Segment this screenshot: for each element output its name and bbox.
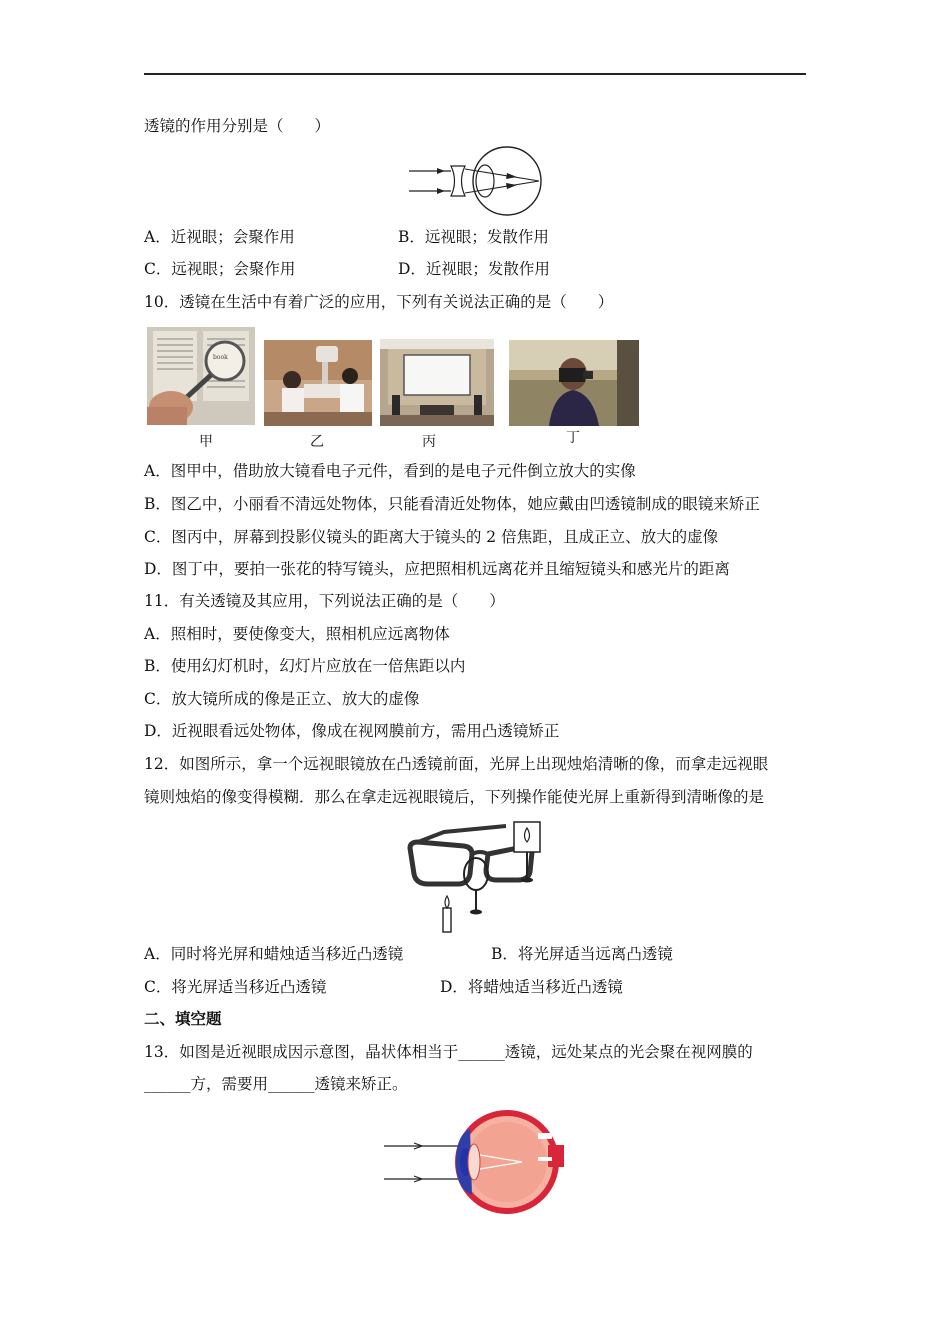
photographer-photo: [509, 340, 639, 426]
header-rule: [144, 73, 806, 75]
q10-option-a: A．图甲中，借助放大镜看电子元件，看到的是电子元件倒立放大的实像: [144, 462, 636, 480]
q13-line1: 13．如图是近视眼成因示意图，晶状体相当于______透镜，远处某点的光会聚在视网膜的: [144, 1043, 753, 1061]
q12-option-c: C．将光屏适当移近凸透镜: [144, 978, 327, 996]
q13-line2: ______方，需要用______透镜来矫正。: [144, 1075, 408, 1093]
q9-option-a: A．近视眼；会聚作用: [144, 228, 295, 246]
caption-yi: 乙: [310, 434, 324, 450]
section-title: 二、填空题: [144, 1009, 222, 1028]
q9-option-b: B．远视眼；发散作用: [398, 228, 549, 246]
q12-stem-line2: 镜则烛焰的像变得模糊．那么在拿走远视眼镜后，下列操作能使光屏上重新得到清晰像的是: [144, 788, 765, 806]
q10-option-d: D．图丁中，要拍一张花的特写镜头，应把照相机远离花并且缩短镜头和感光片的距离: [144, 560, 730, 578]
svg-text:book: book: [213, 354, 228, 361]
magnifier-photo: [147, 327, 255, 425]
q10-option-c: C．图丙中，屏幕到投影仪镜头的距离大于镜头的 2 倍焦距，且成正立、放大的虚像: [144, 528, 719, 546]
eye-exam-photo: [264, 340, 372, 426]
caption-ding: 丁: [566, 430, 580, 446]
q12-stem-line1: 12．如图所示，拿一个远视眼镜放在凸透镜前面，光屏上出现烛焰清晰的像，而拿走远视眼: [144, 755, 769, 773]
q12-option-b: B．将光屏适当远离凸透镜: [491, 945, 673, 963]
q9-stem: 透镜的作用分别是（ ）: [144, 117, 331, 135]
q11-stem: 11．有关透镜及其应用，下列说法正确的是（ ）: [144, 592, 505, 610]
q12-option-d: D．将蜡烛适当移近凸透镜: [440, 978, 623, 996]
q11-option-d: D．近视眼看远处物体，像成在视网膜前方，需用凸透镜矫正: [144, 722, 560, 740]
q9-option-c: C．远视眼；会聚作用: [144, 260, 296, 278]
q11-option-a: A．照相时，要使像变大，照相机应远离物体: [144, 625, 450, 643]
q10-stem: 10．透镜在生活中有着广泛的应用，下列有关说法正确的是（ ）: [144, 293, 614, 311]
glasses-candle-lens-diagram: [404, 818, 550, 936]
projector-room-photo: [380, 339, 494, 426]
q12-option-a: A．同时将光屏和蜡烛适当移近凸透镜: [144, 945, 404, 963]
q11-option-b: B．使用幻灯机时，幻灯片应放在一倍焦距以内: [144, 657, 466, 675]
caption-jia: 甲: [199, 434, 213, 450]
q10-option-b: B．图乙中，小丽看不清远处物体，只能看清近处物体，她应戴由凹透镜制成的眼镜来矫正: [144, 495, 760, 513]
eye-lens-diagram: [405, 146, 545, 218]
myopia-eye-diagram: [382, 1105, 566, 1221]
caption-bing: 丙: [422, 434, 436, 450]
q9-option-d: D．近视眼；发散作用: [398, 260, 550, 278]
q11-option-c: C．放大镜所成的像是正立、放大的虚像: [144, 690, 420, 708]
